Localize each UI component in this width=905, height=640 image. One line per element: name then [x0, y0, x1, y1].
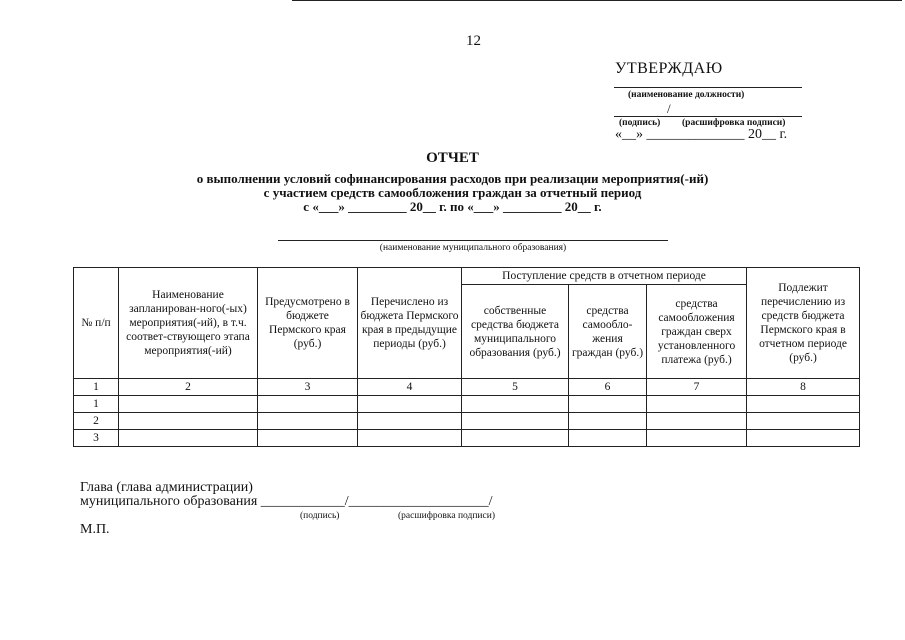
- table-cell: [462, 396, 569, 413]
- footer-signature-caption: (подпись): [300, 511, 340, 521]
- report-title: ОТЧЕТ: [426, 150, 479, 166]
- report-subtitle-line1: о выполнении условий софинансирования расходов при реализации мероприятия(-ий): [196, 171, 709, 186]
- approval-title: УТВЕРЖДАЮ: [615, 60, 723, 77]
- header-own-funds: собственные средства бюджета муниципального образования (руб.): [462, 285, 569, 379]
- table-cell: [258, 396, 358, 413]
- footer-decoding-caption: (расшифровка подписи): [398, 511, 495, 521]
- column-number-cell: 5: [462, 379, 569, 396]
- table-cell: [569, 396, 647, 413]
- page-number: 12: [466, 33, 481, 49]
- column-number-cell: 7: [647, 379, 747, 396]
- table-cell: [119, 430, 258, 447]
- table-row: [74, 430, 860, 447]
- head-title-line2: муниципального образования ____________/____________________/: [80, 494, 493, 509]
- stamp-place: М.П.: [80, 522, 110, 537]
- report-period-line: с «___» _________ 20__ г. по «___» _________ 20__ г.: [303, 199, 602, 214]
- approval-signature-caption: (подпись): [619, 118, 661, 128]
- table-cell: [258, 413, 358, 430]
- table-cell: [462, 430, 569, 447]
- table-cell: [358, 430, 462, 447]
- table-cell: [569, 430, 647, 447]
- column-number-cell: 2: [119, 379, 258, 396]
- table-cell: [358, 413, 462, 430]
- approval-date-line: «__» ______________ 20__ г.: [615, 127, 788, 142]
- table-cell: [462, 413, 569, 430]
- table-cell: [258, 430, 358, 447]
- header-self-taxation: средства самообло-жения граждан (руб.): [569, 285, 647, 379]
- head-title-line1: Глава (глава администрации): [80, 480, 253, 495]
- column-number-cell: 4: [358, 379, 462, 396]
- table-row: [74, 396, 860, 413]
- table-cell: [647, 430, 747, 447]
- header-number: № п/п: [74, 268, 119, 379]
- approval-decoding-caption: (расшифровка подписи): [682, 118, 786, 128]
- table-cell: [747, 413, 860, 430]
- table-cell: [358, 396, 462, 413]
- table-cell: [569, 413, 647, 430]
- municipality-line: [278, 240, 668, 241]
- header-self-taxation-extra: средства самообложения граждан сверх установленного платежа (руб.): [647, 285, 747, 379]
- position-caption: (наименование должности): [628, 90, 745, 100]
- column-number-cell: 3: [258, 379, 358, 396]
- row-number: 1: [74, 396, 119, 413]
- header-to-transfer: Подлежит перечислению из средств бюджета Пермского края в отчетном периоде (руб.): [747, 268, 860, 379]
- approval-slash: /: [667, 101, 671, 116]
- header-receipts-group: Поступление средств в отчетном периоде: [462, 268, 747, 285]
- table-cell: [747, 430, 860, 447]
- header-budget-planned: Предусмотрено в бюджете Пермского края (руб.): [258, 268, 358, 379]
- table-row: [74, 413, 860, 430]
- table-cell: [647, 413, 747, 430]
- report-subtitle-line2: с участием средств самообложения граждан за отчетный период: [263, 185, 642, 200]
- report-table: [73, 267, 860, 447]
- top-edge-line: [292, 0, 902, 1]
- table-cell: [647, 396, 747, 413]
- table-cell: [119, 413, 258, 430]
- header-event-name: Наименование запланирован-ного(-ых) мероприятия(-ий), в т.ч. соответ-ствующего этапа мероприятия(-ий): [119, 268, 258, 379]
- table-cell: [747, 396, 860, 413]
- column-number-cell: 8: [747, 379, 860, 396]
- table-cell: [119, 396, 258, 413]
- row-number: 3: [74, 430, 119, 447]
- header-transferred-previous: Перечислено из бюджета Пермского края в предыдущие периоды (руб.): [358, 268, 462, 379]
- signature-line: [614, 116, 802, 117]
- municipality-caption: (наименование муниципального образования): [379, 243, 567, 253]
- row-number: 2: [74, 413, 119, 430]
- position-line: [614, 87, 802, 88]
- column-number-cell: 6: [569, 379, 647, 396]
- column-number-cell: 1: [74, 379, 119, 396]
